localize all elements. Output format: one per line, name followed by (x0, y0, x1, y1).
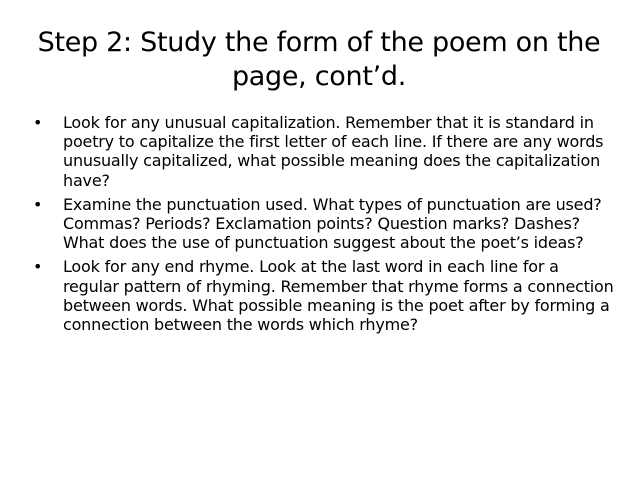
bullet-text: Look for any unusual capitalization. Remember that it is standard in poetry to capitalize the first letter of each line. If there are any words unusually capitalized, what possible meaning does the capitalization have? (63, 113, 604, 190)
bullet-dot-icon: • (33, 113, 43, 132)
bullet-text: Look for any end rhyme. Look at the last word in each line for a regular pattern of rhyming. Remember that rhyme forms a connection between words. What possible meaning is the poet after by forming a connection between the words which rhyme? (63, 257, 614, 335)
bullet-dot-icon: • (33, 257, 43, 277)
bullet-item-end-rhyme (30, 257, 615, 334)
bullet-text: Examine the punctuation used. What types of punctuation are used? Commas? Periods? Exclamation points? Question marks? Dashes? What does the use of punctuation suggest about the poet’s ideas? (63, 194, 602, 253)
bullet-list (30, 113, 615, 339)
slide-title: Step 2: Study the form of the poem on the page, cont’d. (37, 27, 601, 92)
bullet-item-punctuation (30, 195, 615, 253)
bullet-item-capitalization (30, 113, 615, 190)
bullet-dot-icon: • (33, 194, 43, 214)
